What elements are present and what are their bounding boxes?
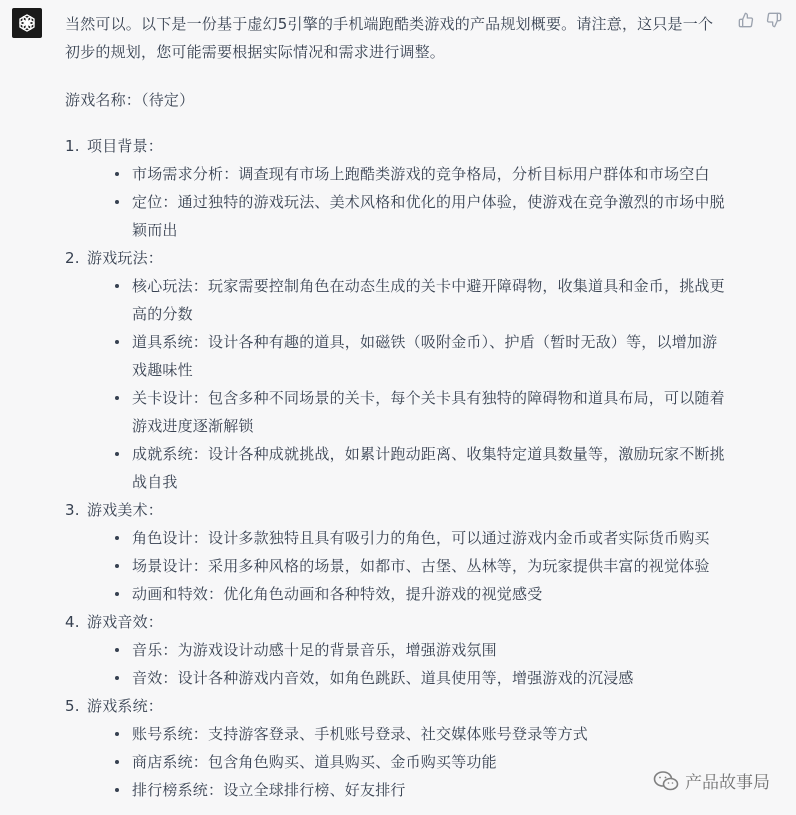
watermark [653,768,770,793]
section-number: 4. [65,613,80,631]
section-item [65,692,725,804]
bullet-list [87,272,725,496]
bullet-list [87,524,725,608]
bullet-item: 排行榜系统：设立全球排行榜、好友排行 [110,776,725,804]
openai-logo-icon [16,12,38,34]
section-title: 游戏美术： [87,501,164,519]
section-number: 5. [65,697,80,715]
bullet-item: 定位：通过独特的游戏玩法、美术风格和优化的用户体验，使游戏在竞争激烈的市场中脱颖而出 [110,188,725,244]
bullet-item: 核心玩法：玩家需要控制角色在动态生成的关卡中避开障碍物，收集道具和金币，挑战更高的分数 [110,272,725,328]
section-number: 3. [65,501,80,519]
bullet-list [87,160,725,244]
bullet-item: 场景设计：采用多种风格的场景，如都市、古堡、丛林等，为玩家提供丰富的视觉体验 [110,552,725,580]
section-title: 项目背景： [87,137,164,155]
section-title: 游戏音效： [87,613,164,631]
intro-paragraph: 当然可以。以下是一份基于虚幻5引擎的手机端跑酷类游戏的产品规划概要。请注意，这只是一个初步的规划，您可能需要根据实际情况和需求进行调整。 [65,15,714,61]
bullet-item: 道具系统：设计各种有趣的道具，如磁铁（吸附金币）、护盾（暂时无敌）等，以增加游戏趣味性 [110,328,725,384]
bullet-item: 动画和特效：优化角色动画和各种特效，提升游戏的视觉感受 [110,580,725,608]
section-item [65,608,725,692]
watermark-text: 产品故事局 [685,773,770,793]
bullet-item: 成就系统：设计各种成就挑战，如累计跑动距离、收集特定道具数量等，激励玩家不断挑战自我 [110,440,725,496]
section-number: 1. [65,137,80,155]
bullet-item: 角色设计：设计多款独特且具有吸引力的角色，可以通过游戏内金币或者实际货币购买 [110,524,725,552]
section-title: 游戏玩法： [87,249,164,267]
bullet-item: 商店系统：包含角色购买、道具购买、金币购买等功能 [110,748,725,776]
game-name-line: 游戏名称：（待定） [65,91,195,109]
section-list [65,132,725,804]
wechat-icon [653,770,679,792]
bullet-list [87,720,725,804]
assistant-avatar [12,8,42,38]
section-number: 2. [65,249,80,267]
thumbs-down-icon[interactable] [766,12,782,28]
bullet-item: 音乐：为游戏设计动感十足的背景音乐，增强游戏氛围 [110,636,725,664]
bullet-item: 关卡设计：包含多种不同场景的关卡，每个关卡具有独特的障碍物和道具布局，可以随着游戏进度逐渐解锁 [110,384,725,440]
feedback-actions [738,12,782,28]
section-item [65,132,725,244]
bullet-item: 音效：设计各种游戏内音效，如角色跳跃、道具使用等，增强游戏的沉浸感 [110,664,725,692]
section-item [65,496,725,608]
bullet-item: 市场需求分析：调查现有市场上跑酷类游戏的竞争格局，分析目标用户群体和市场空白 [110,160,725,188]
thumbs-up-icon[interactable] [738,12,754,28]
bullet-list [87,636,725,692]
section-item [65,244,725,496]
section-title: 游戏系统： [87,697,164,715]
message-content [65,10,725,804]
bullet-item: 账号系统：支持游客登录、手机账号登录、社交媒体账号登录等方式 [110,720,725,748]
